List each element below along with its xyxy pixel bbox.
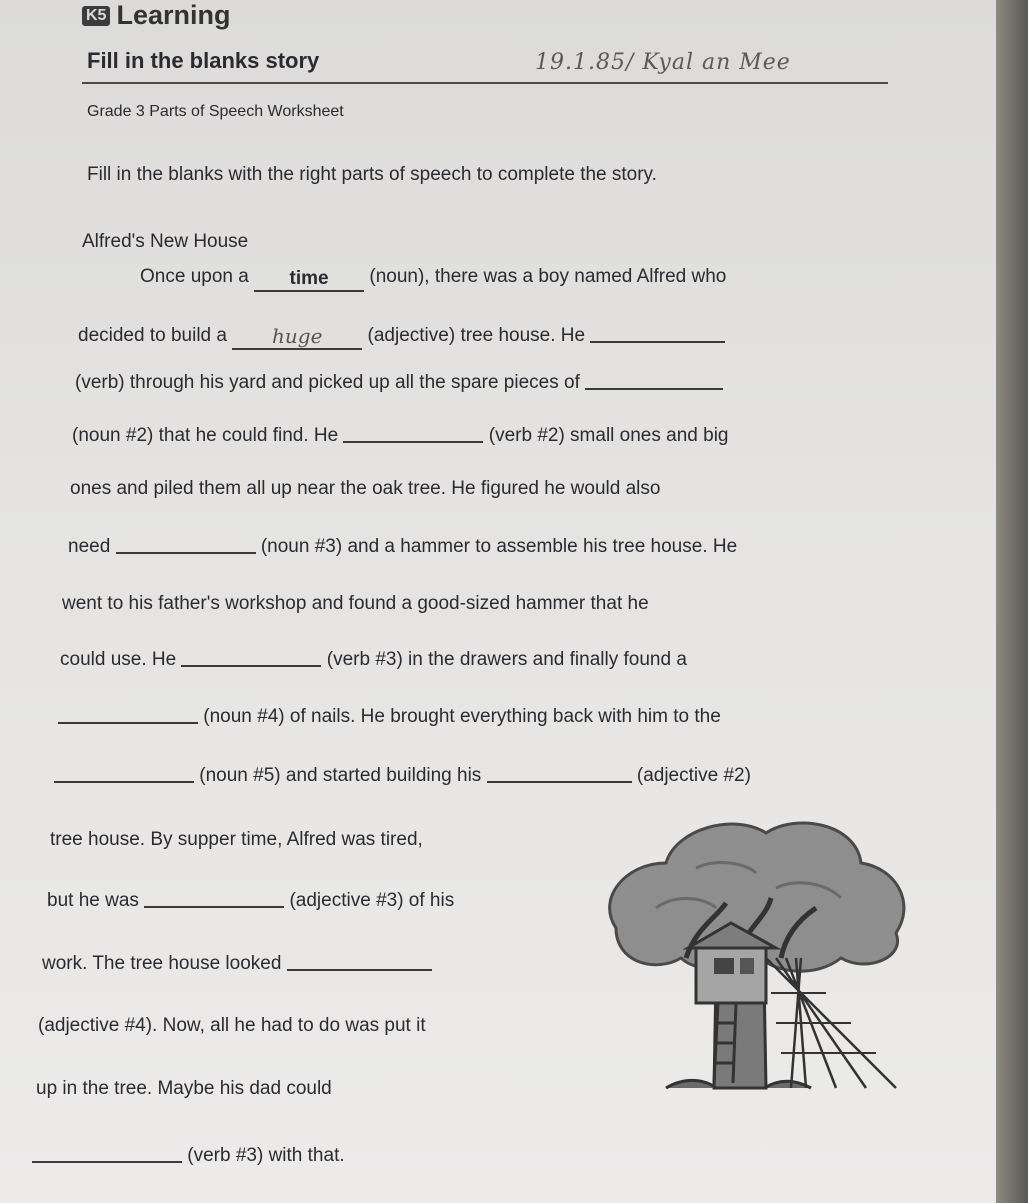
story-line-8: could use. He (verb #3) in the drawers and finally found a [60,649,687,670]
blank-verb-4[interactable] [32,1161,182,1163]
handwritten-student-id: 19.1.85/ Kyal an Mee [535,50,791,75]
blank-adjective-3[interactable] [144,906,284,908]
blank-noun-3[interactable] [116,552,256,554]
instructions: Fill in the blanks with the right parts of speech to complete the story. [87,164,657,185]
story-line-16: (verb #3) with that. [32,1145,345,1167]
story-line-4: (noun #2) that he could find. He (verb #2) small ones and big [72,425,729,446]
blank-verb-1[interactable] [590,341,725,343]
story-line-10: (noun #5) and started building his (adjective #2) [54,765,751,787]
brand-badge: K5 [82,6,110,26]
story-line-14: (adjective #4). Now, all he had to do was put it [38,1015,426,1036]
story-line-3: (verb) through his yard and picked up all the spare pieces of [75,372,723,394]
story-line-15: up in the tree. Maybe his dad could [36,1078,332,1099]
story-line-11: tree house. By supper time, Alfred was tired, [50,829,423,850]
title-divider [82,82,888,84]
page-edge-background [996,0,1028,1203]
blank-noun-1[interactable]: time [254,268,364,292]
blank-verb-2[interactable] [343,441,483,443]
brand-name: Learning [116,0,231,30]
blank-noun-5[interactable] [54,781,194,783]
story-title: Alfred's New House [82,231,249,252]
story-line-12: but he was (adjective #3) of his [47,890,455,911]
story-line-2: decided to build a huge (adjective) tree house. He [78,322,725,348]
story-line-6: need (noun #3) and a hammer to assemble his tree house. He [68,536,738,557]
worksheet-subtitle: Grade 3 Parts of Speech Worksheet [87,103,344,120]
blank-adjective-1[interactable]: huge [232,324,362,350]
blank-verb-3[interactable] [181,665,321,667]
blank-noun-2[interactable] [585,388,723,390]
story-line-7: went to his father's workshop and found a good-sized hammer that he [62,593,649,614]
blank-noun-4[interactable] [58,722,198,724]
story-line-1: Once upon a time (noun), there was a boy named Alfred who [140,266,726,290]
brand-logo [82,0,230,31]
blank-adjective-4[interactable] [287,969,432,971]
blank-adjective-2[interactable] [487,781,632,783]
worksheet-title: Fill in the blanks story [87,48,320,73]
story-line-9: (noun #4) of nails. He brought everything back with him to the [58,706,721,728]
story-line-5: ones and piled them all up near the oak tree. He figured he would also [70,478,661,499]
treehouse-illustration [596,808,916,1098]
story-line-13: work. The tree house looked [42,953,432,975]
